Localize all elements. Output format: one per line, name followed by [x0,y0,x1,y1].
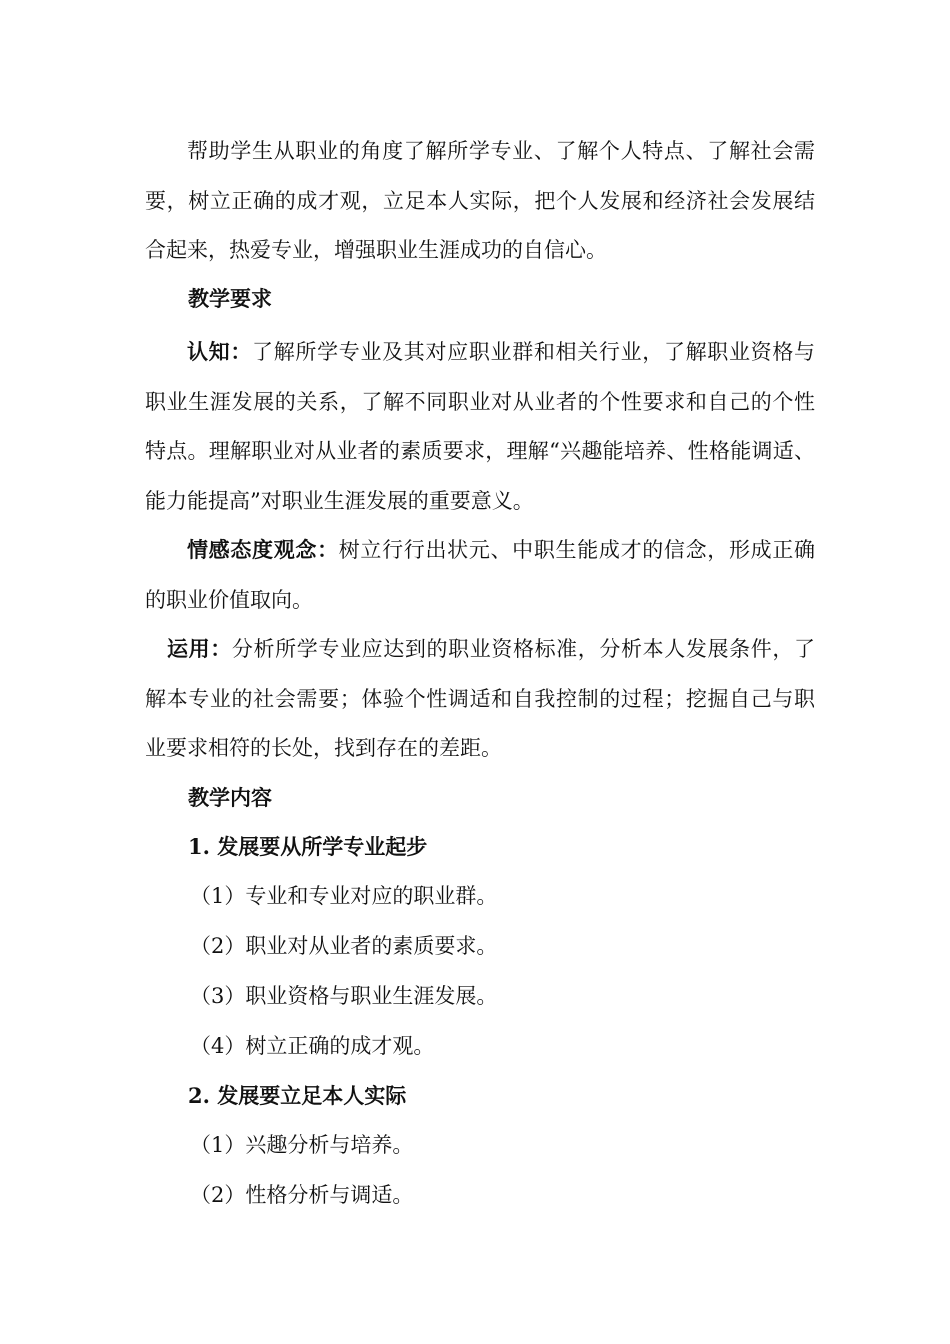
section1-item: （1）专业和专业对应的职业群。 [190,884,498,908]
section1-item: （4）树立正确的成才观。 [190,1034,435,1058]
section1-title: 1. 发展要从所学专业起步 [188,834,428,859]
apply-paragraph [145,624,815,774]
emotion-text: 树立行行出状元、中职生能成才的信念，形成正确的职业价值取向。 [145,538,815,612]
section1-item: （2）职业对从业者的素质要求。 [190,934,498,958]
emotion-paragraph [145,525,815,625]
emotion-label: 情感态度观念： [187,537,339,562]
cognition-label: 认知： [187,339,253,364]
content-heading: 教学内容 [188,785,272,810]
section2-item: （1）兴趣分析与培养。 [190,1133,414,1157]
section1-item: （3）职业资格与职业生涯发展。 [190,984,498,1008]
cognition-paragraph [145,327,815,526]
apply-label: 运用： [167,636,232,661]
intro-paragraph: 帮助学生从职业的角度了解所学专业、了解个人特点、了解社会需要，树立正确的成才观，立足本人实际，把个人发展和经济社会发展结合起来，热爱专业，增强职业生涯成功的自信心。 [145,139,815,262]
requirements-heading: 教学要求 [188,286,272,311]
apply-text: 分析所学专业应达到的职业资格标准，分析本人发展条件，了解本专业的社会需要；体验个性调适和自我控制的过程；挖掘自己与职业要求相符的长处，找到存在的差距。 [145,637,816,760]
section2-item: （2）性格分析与调适。 [190,1183,414,1207]
cognition-text: 了解所学专业及其对应职业群和相关行业，了解职业资格与职业生涯发展的关系，了解不同职业对从业者的个性要求和自己的个性特点。理解职业对从业者的素质要求，理解“兴趣能培养、性格能调适、能力能提高”对职业生涯发展的重要意义。 [145,340,816,513]
section2-title: 2. 发展要立足本人实际 [188,1083,407,1108]
